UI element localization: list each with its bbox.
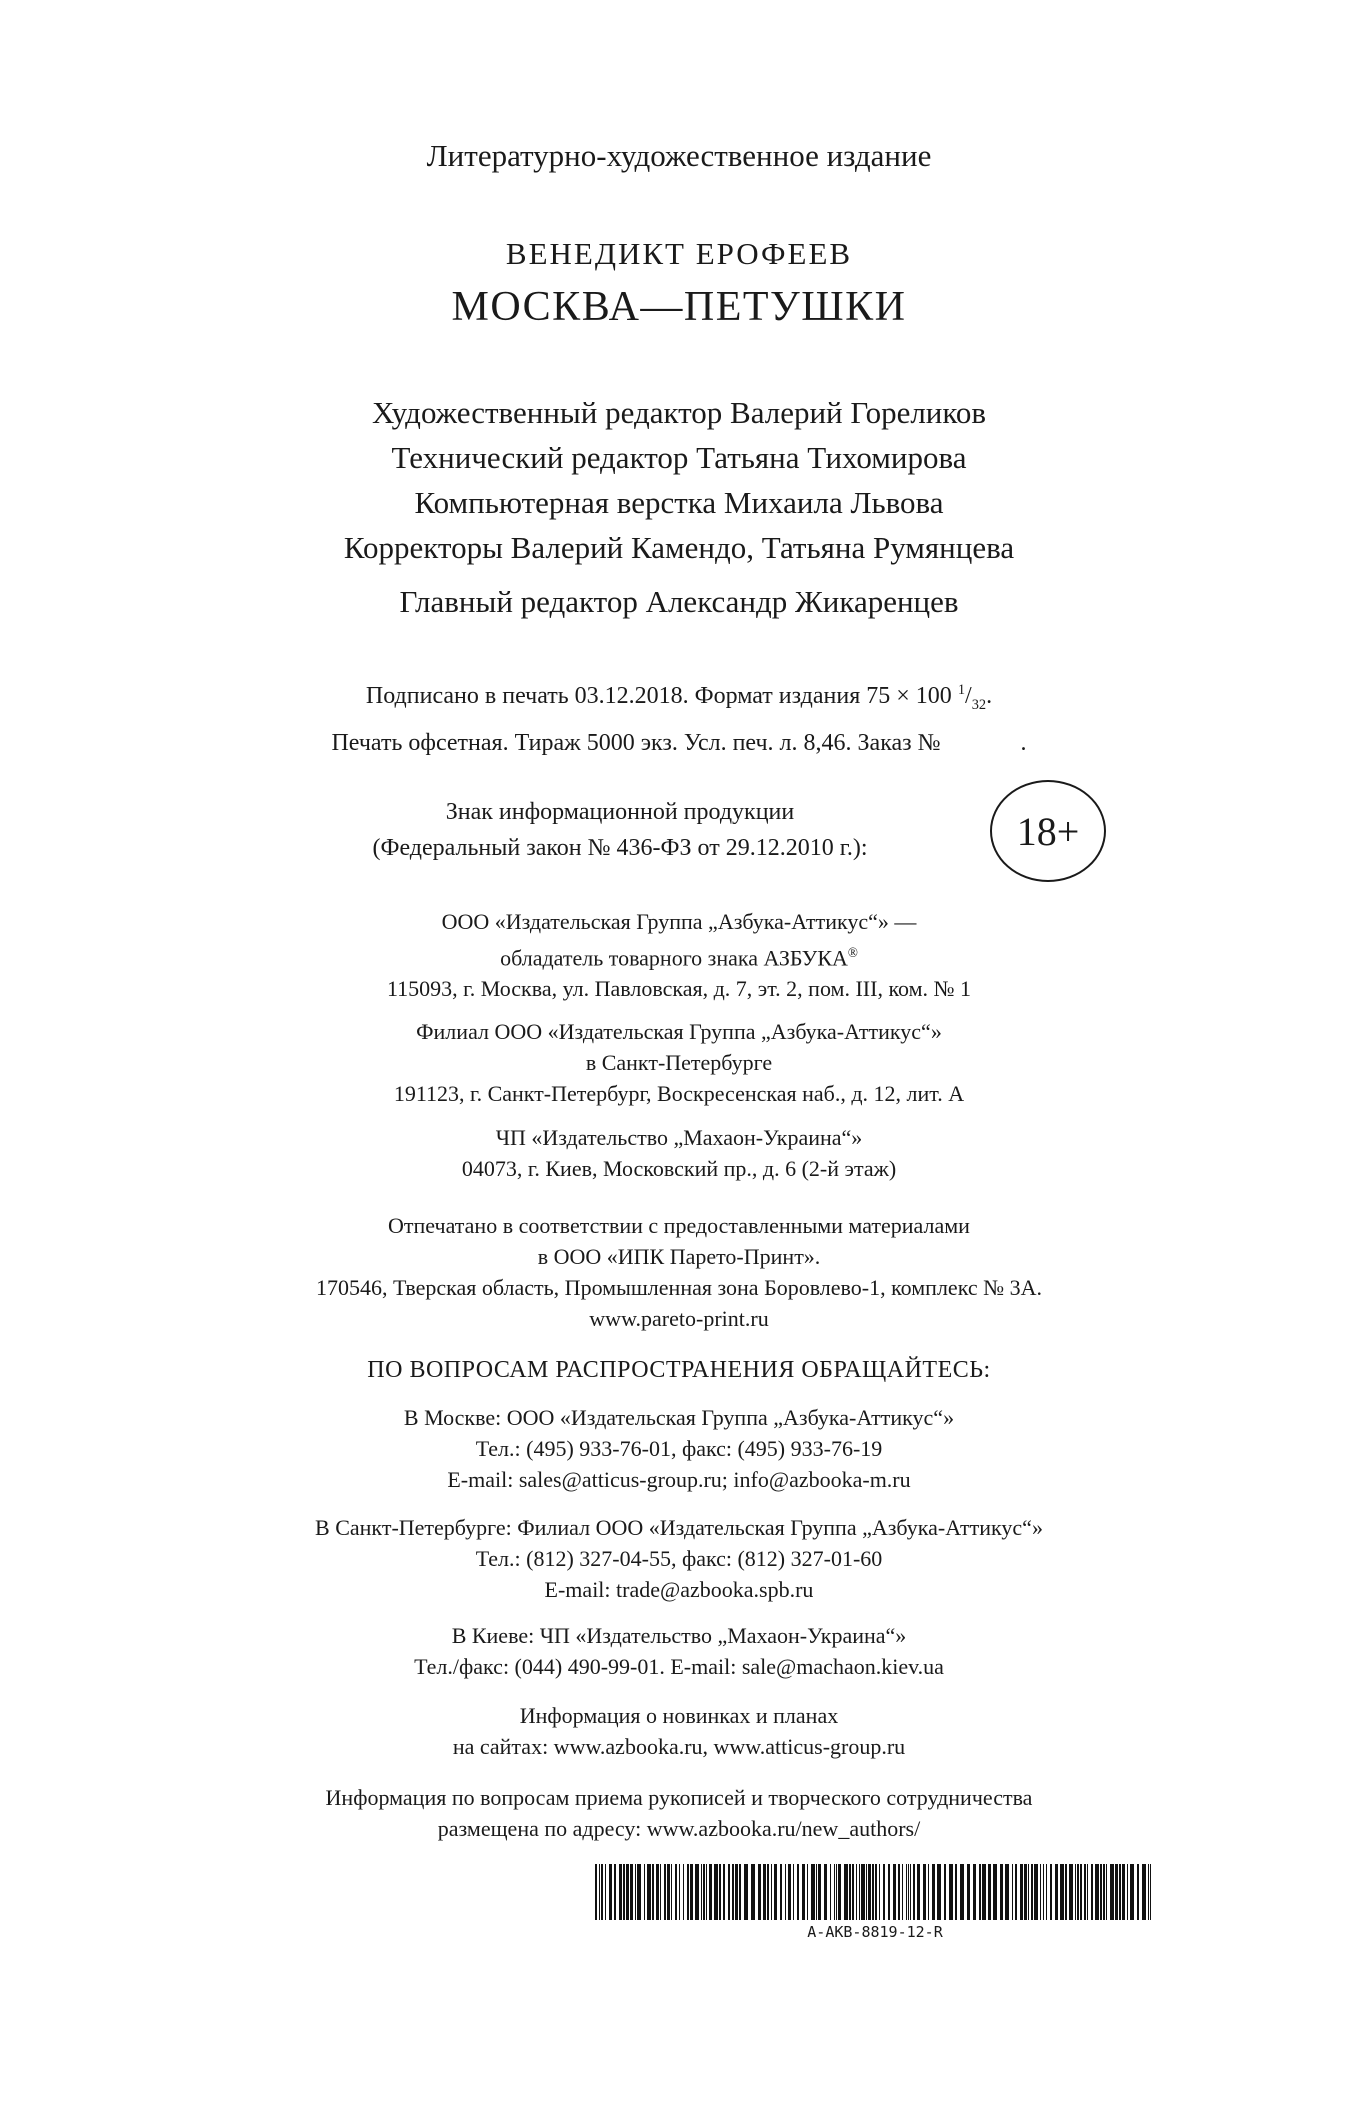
barcode-bar [671, 1864, 672, 1920]
barcode-bar [834, 1864, 835, 1920]
distribution-line: В Санкт-Петербурге: Филиал ООО «Издательская Группа „Азбука-Аттикус“» [315, 1515, 1043, 1540]
barcode-bar [1034, 1864, 1038, 1920]
barcode-bar [703, 1864, 705, 1920]
barcode-bar [675, 1864, 677, 1920]
distribution-heading: ПО ВОПРОСАМ РАСПРОСТРАНЕНИЯ ОБРАЩАЙТЕСЬ: [367, 1357, 991, 1383]
barcode-bar [719, 1864, 721, 1920]
barcode-bar [1069, 1864, 1073, 1920]
barcode-bar [1148, 1864, 1149, 1920]
barcode [595, 1864, 1155, 1920]
spb-branch-city: в Санкт-Петербурге [585, 1050, 773, 1075]
barcode-bar [1142, 1864, 1146, 1920]
barcode-code: A-AKB-8819-12-R [807, 1923, 943, 1941]
authors-line: размещена по адресу: www.azbooka.ru/new_authors/ [437, 1816, 921, 1841]
publisher-spb [0, 1016, 1358, 1109]
barcode-bar [695, 1864, 699, 1920]
barcode-bar [883, 1864, 885, 1920]
barcode-bar [1024, 1864, 1027, 1920]
barcode-bar [1150, 1864, 1151, 1920]
barcode-bar [830, 1864, 831, 1920]
barcode-bar [701, 1864, 702, 1920]
age-mark-line-2: (Федеральный закон № 436-ФЗ от 29.12.2010 г.): [372, 835, 868, 861]
barcode-bar [1060, 1864, 1064, 1920]
barcode-bar [1122, 1864, 1125, 1920]
barcode-bar [767, 1864, 769, 1920]
registered-mark: ® [847, 945, 858, 960]
credit-line: Корректоры Валерий Камендо, Татьяна Румянцева [343, 530, 1015, 565]
barcode-bar [1100, 1864, 1102, 1920]
barcode-bar [917, 1864, 920, 1920]
distribution-spb [0, 1512, 1358, 1605]
barcode-bar [902, 1864, 903, 1920]
spb-branch-address: 191123, г. Санкт-Петербург, Воскресенская наб., д. 12, лит. А [393, 1081, 965, 1106]
barcode-bar [1043, 1864, 1044, 1920]
printer-site: www.pareto-print.ru [589, 1306, 769, 1331]
distribution-line: В Киеве: ЧП «Издательство „Махаон-Украина“» [451, 1623, 907, 1648]
barcode-bar [595, 1864, 597, 1920]
age-rating-badge: 18+ [990, 780, 1106, 882]
barcode-bar [683, 1864, 684, 1920]
print-info-line-1 [0, 671, 1358, 724]
barcode-bar [656, 1864, 659, 1920]
distribution-line: В Москве: ООО «Издательская Группа „Азбука-Аттикус“» [403, 1405, 955, 1430]
barcode-bar [687, 1864, 689, 1920]
barcode-bar [1106, 1864, 1107, 1920]
barcode-bar [644, 1864, 645, 1920]
publisher-name: ООО «Издательская Группа „Азбука-Аттикус“» — [441, 909, 917, 934]
barcode-bar [949, 1864, 953, 1920]
distribution-line: E-mail: sales@atticus-group.ru; info@azbooka-m.ru [447, 1467, 911, 1492]
credits-list [0, 390, 1358, 570]
barcode-bar [1137, 1864, 1139, 1920]
credit-line: Компьютерная верстка Михаила Львова [414, 485, 944, 520]
barcode-bar [908, 1864, 909, 1920]
barcode-bar [635, 1864, 636, 1920]
trademark-text: обладатель товарного знака АЗБУКА [500, 945, 848, 971]
barcode-bar [785, 1864, 786, 1920]
barcode-bar [1091, 1864, 1093, 1920]
barcode-bar [955, 1864, 957, 1920]
barcode-bar [758, 1864, 761, 1920]
barcode-bar [797, 1864, 799, 1920]
barcode-bar [619, 1864, 622, 1920]
printer-info [0, 1210, 1358, 1334]
news-line: на сайтах: www.azbooka.ru, www.atticus-group.ru [452, 1734, 906, 1759]
publisher-kiev [0, 1122, 1358, 1184]
book-author: ВЕНЕДИКТ ЕРОФЕЕВ [505, 236, 853, 271]
barcode-bar [872, 1864, 874, 1920]
barcode-bar [739, 1864, 741, 1920]
barcode-bar [1075, 1864, 1076, 1920]
barcode-bar [605, 1864, 606, 1920]
barcode-bar [1077, 1864, 1079, 1920]
barcode-bar [679, 1864, 680, 1920]
format-fraction: $^1/_{32}$ [957, 682, 987, 713]
print-run-dot: . [1020, 729, 1027, 756]
barcode-bar [609, 1864, 612, 1920]
barcode-bar [637, 1864, 641, 1920]
barcode-bar [807, 1864, 808, 1920]
print-info [0, 671, 1358, 762]
barcode-bar [623, 1864, 625, 1920]
barcode-bar [993, 1864, 997, 1920]
barcode-bar [875, 1864, 877, 1920]
age-mark-line-1: Знак информационной продукции [445, 799, 795, 825]
barcode-bar [849, 1864, 851, 1920]
barcode-bar [1028, 1864, 1029, 1920]
barcode-bar [774, 1864, 777, 1920]
barcode-bar [838, 1864, 841, 1920]
barcode-bar [852, 1864, 854, 1920]
distribution-kiev [0, 1620, 1358, 1682]
barcode-bar [856, 1864, 857, 1920]
distribution-line: Тел.: (495) 933-76-01, факс: (495) 933-76-19 [475, 1436, 883, 1461]
news-line: Информация о новинках и планах [519, 1703, 839, 1728]
barcode-bar [732, 1864, 734, 1920]
barcode-bar [1103, 1864, 1105, 1920]
barcode-bar [601, 1864, 603, 1920]
barcode-bar [723, 1864, 725, 1920]
barcode-bar [1031, 1864, 1033, 1920]
barcode-bar [979, 1864, 981, 1920]
barcode-bar [836, 1864, 837, 1920]
barcode-bar [811, 1864, 815, 1920]
barcode-bar [898, 1864, 900, 1920]
barcode-bar [973, 1864, 976, 1920]
barcode-bar [771, 1864, 772, 1920]
barcode-bar [866, 1864, 867, 1920]
barcode-bar [818, 1864, 821, 1920]
barcode-bar [879, 1864, 880, 1920]
credit-line: Художественный редактор Валерий Гореликов [371, 395, 987, 430]
distribution-line: Тел.: (812) 327-04-55, факс: (812) 327-01-60 [475, 1546, 883, 1571]
barcode-bar [1005, 1864, 1009, 1920]
publisher-trademark [0, 937, 1358, 973]
publisher-address: 115093, г. Москва, ул. Павловская, д. 7, эт. 2, пом. III, ком. № 1 [386, 976, 972, 1002]
barcode-bar [780, 1864, 782, 1920]
kiev-publisher-address: 04073, г. Киев, Московский пр., д. 6 (2-й этаж) [461, 1156, 897, 1181]
age-mark-text [280, 794, 960, 866]
barcode-bar [868, 1864, 871, 1920]
barcode-bar [664, 1864, 666, 1920]
barcode-bar [660, 1864, 661, 1920]
authors-line: Информация по вопросам приема рукописей и творческого сотрудничества [325, 1785, 1033, 1810]
barcode-bar [706, 1864, 707, 1920]
spb-branch-name: Филиал ООО «Издательская Группа „Азбука-Аттикус“» [416, 1019, 942, 1044]
edition-genre: Литературно-художественное издание [426, 138, 932, 173]
barcode-bar [1020, 1864, 1023, 1920]
barcode-bar [893, 1864, 896, 1920]
barcode-bar [859, 1864, 860, 1920]
distribution-line: Тел./факс: (044) 490-99-01. E-mail: sale@machaon.kiev.ua [414, 1654, 944, 1679]
printer-line: 170546, Тверская область, Промышленная зона Боровлево-1, комплекс № 3А. [316, 1275, 1042, 1300]
barcode-bar [714, 1864, 718, 1920]
barcode-bar [788, 1864, 791, 1920]
printer-line: Отпечатано в соответствии с предоставленными материалами [388, 1213, 970, 1238]
barcode-bar [932, 1864, 935, 1920]
barcode-bar [906, 1864, 907, 1920]
barcode-bar [802, 1864, 805, 1920]
credit-line: Технический редактор Татьяна Тихомирова [391, 440, 967, 475]
barcode-bar [928, 1864, 929, 1920]
barcode-bar [1055, 1864, 1058, 1920]
barcode-bar [793, 1864, 794, 1920]
barcode-bar [735, 1864, 738, 1920]
barcode-bar [937, 1864, 941, 1920]
print-info-dot: . [986, 683, 993, 709]
barcode-bar [614, 1864, 616, 1920]
distribution-line: E-mail: trade@azbooka.spb.ru [544, 1577, 814, 1602]
barcode-bar [1065, 1864, 1067, 1920]
barcode-bar [1000, 1864, 1003, 1920]
print-signed: Подписано в печать 03.12.2018. Формат издания 75 × 100 [365, 683, 958, 709]
distribution-moscow [0, 1402, 1358, 1495]
barcode-bar [888, 1864, 890, 1920]
barcode-bar [599, 1864, 600, 1920]
barcode-bar [626, 1864, 629, 1920]
barcode-bar [816, 1864, 817, 1920]
barcode-bar [1050, 1864, 1052, 1920]
barcode-bar [647, 1864, 651, 1920]
barcode-bar [844, 1864, 848, 1920]
barcode-bar [1087, 1864, 1088, 1920]
barcode-bar [1084, 1864, 1086, 1920]
barcode-bar [1110, 1864, 1114, 1920]
barcode-bar [1040, 1864, 1041, 1920]
barcode-bar [652, 1864, 654, 1920]
barcode-bar [709, 1864, 712, 1920]
news-info [0, 1700, 1358, 1762]
barcode-bar [1080, 1864, 1082, 1920]
barcode-bar [913, 1864, 915, 1920]
barcode-bar [1119, 1864, 1121, 1920]
barcode-bar [751, 1864, 755, 1920]
barcode-bar [1015, 1864, 1017, 1920]
barcode-bar [1127, 1864, 1128, 1920]
publisher-main [0, 906, 1358, 1004]
barcode-bar [728, 1864, 730, 1920]
barcode-bar [1046, 1864, 1047, 1920]
barcode-bar [910, 1864, 911, 1920]
barcode-bar [944, 1864, 946, 1920]
barcode-bar [982, 1864, 986, 1920]
barcode-bar [1095, 1864, 1099, 1920]
barcode-bar [988, 1864, 991, 1920]
barcode-bar [960, 1864, 964, 1920]
print-info-line-2 [0, 724, 1358, 762]
barcode-bar [690, 1864, 693, 1920]
print-run: Печать офсетная. Тираж 5000 экз. Усл. печ. л. 8,46. Заказ № [331, 729, 941, 756]
barcode-bar [967, 1864, 970, 1920]
barcode-bar [1012, 1864, 1013, 1920]
barcode-bar [630, 1864, 633, 1920]
book-title: МОСКВА—ПЕТУШКИ [451, 284, 907, 330]
barcode-bar [763, 1864, 766, 1920]
barcode-bar [744, 1864, 748, 1920]
barcode-bar [667, 1864, 670, 1920]
barcode-bar [1130, 1864, 1134, 1920]
printer-line: в ООО «ИПК Парето-Принт». [537, 1244, 821, 1269]
kiev-publisher-name: ЧП «Издательство „Махаон-Украина“» [495, 1125, 863, 1150]
authors-info [0, 1782, 1358, 1844]
chief-editor: Главный редактор Александр Жикаренцев [399, 584, 959, 619]
barcode-bar [1115, 1864, 1118, 1920]
barcode-bar [923, 1864, 926, 1920]
barcode-bar [824, 1864, 827, 1920]
barcode-bar [861, 1864, 865, 1920]
